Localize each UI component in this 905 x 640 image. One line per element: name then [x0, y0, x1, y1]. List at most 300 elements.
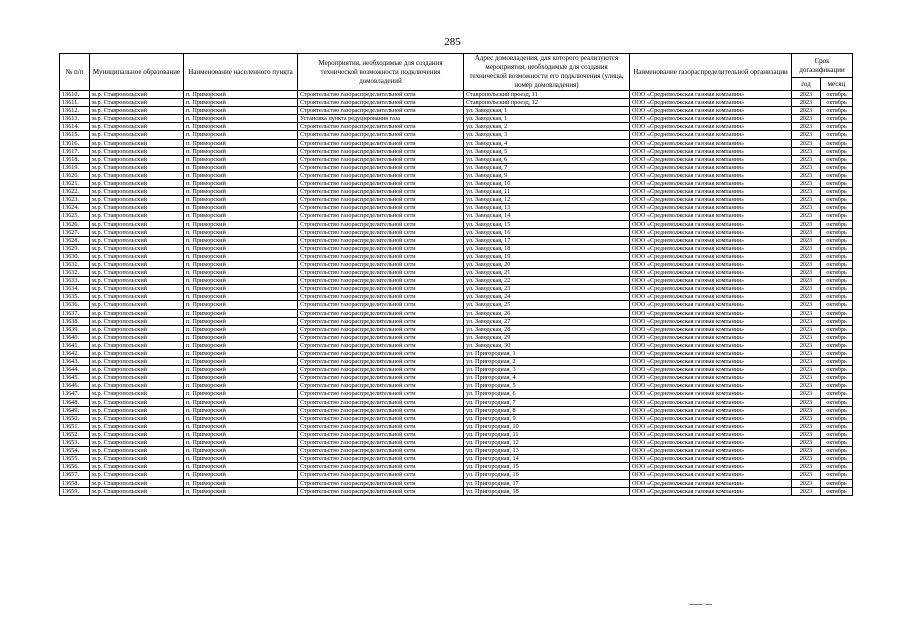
cell-settlement: п. Приморский — [184, 260, 298, 268]
cell-organization: ООО «Средневолжская газовая компания» — [630, 155, 792, 163]
cell-month: октябрь — [821, 107, 853, 115]
cell-year: 2023 — [792, 285, 821, 293]
cell-measure: Строительство газораспределительной сети — [298, 487, 464, 495]
cell-month: октябрь — [821, 487, 853, 495]
cell-settlement: п. Приморский — [184, 398, 298, 406]
cell-settlement: п. Приморский — [184, 269, 298, 277]
cell-organization: ООО «Средневолжская газовая компания» — [630, 333, 792, 341]
header-year: год — [792, 78, 821, 91]
cell-organization: ООО «Средневолжская газовая компания» — [630, 196, 792, 204]
cell-organization: ООО «Средневолжская газовая компания» — [630, 260, 792, 268]
cell-measure: Строительство газораспределительной сети — [298, 212, 464, 220]
cell-month: октябрь — [821, 123, 853, 131]
cell-measure: Установка пункта редуцирования газа — [298, 115, 464, 123]
cell-organization: ООО «Средневолжская газовая компания» — [630, 439, 792, 447]
cell-address: ул. Заводская, 10 — [464, 180, 630, 188]
table-row — [60, 293, 853, 301]
cell-municipality: м.р. Ставропольский — [90, 455, 184, 463]
cell-address: ул. Заводская, 29 — [464, 333, 630, 341]
cell-month: октябрь — [821, 325, 853, 333]
cell-address: ул. Заводская, 5 — [464, 147, 630, 155]
cell-settlement: п. Приморский — [184, 439, 298, 447]
cell-address: ул. Заводская, 16 — [464, 228, 630, 236]
cell-municipality: м.р. Ставропольский — [90, 463, 184, 471]
cell-month: октябрь — [821, 398, 853, 406]
table-row — [60, 180, 853, 188]
cell-year: 2023 — [792, 244, 821, 252]
cell-year: 2023 — [792, 430, 821, 438]
cell-municipality: м.р. Ставропольский — [90, 236, 184, 244]
cell-month: октябрь — [821, 422, 853, 430]
header-num: № п/п — [60, 54, 90, 91]
cell-month: октябрь — [821, 463, 853, 471]
cell-number: 13652. — [60, 430, 90, 438]
cell-address: ул. Пригородная, 17 — [464, 479, 630, 487]
cell-organization: ООО «Средневолжская газовая компания» — [630, 341, 792, 349]
cell-measure: Строительство газораспределительной сети — [298, 382, 464, 390]
cell-measure: Строительство газораспределительной сети — [298, 107, 464, 115]
cell-year: 2023 — [792, 366, 821, 374]
cell-year: 2023 — [792, 99, 821, 107]
cell-municipality: м.р. Ставропольский — [90, 115, 184, 123]
cell-number: 13646. — [60, 382, 90, 390]
header-municipality: Муниципальное образование — [90, 54, 184, 91]
cell-address: ул. Заводская, 28 — [464, 325, 630, 333]
gasification-table — [59, 53, 853, 496]
cell-number: 13619. — [60, 163, 90, 171]
table-row — [60, 204, 853, 212]
cell-organization: ООО «Средневолжская газовая компания» — [630, 228, 792, 236]
scan-mark — [690, 604, 702, 605]
cell-settlement: п. Приморский — [184, 228, 298, 236]
cell-month: октябрь — [821, 447, 853, 455]
table-row — [60, 220, 853, 228]
cell-address: ул. Заводская, 1 — [464, 107, 630, 115]
cell-year: 2023 — [792, 309, 821, 317]
cell-municipality: м.р. Ставропольский — [90, 390, 184, 398]
cell-year: 2023 — [792, 382, 821, 390]
cell-municipality: м.р. Ставропольский — [90, 131, 184, 139]
cell-measure: Строительство газораспределительной сети — [298, 277, 464, 285]
cell-address: ул. Заводская, 12 — [464, 196, 630, 204]
cell-organization: ООО «Средневолжская газовая компания» — [630, 180, 792, 188]
cell-month: октябрь — [821, 439, 853, 447]
cell-year: 2023 — [792, 131, 821, 139]
cell-settlement: п. Приморский — [184, 123, 298, 131]
cell-year: 2023 — [792, 139, 821, 147]
cell-number: 13649. — [60, 406, 90, 414]
cell-month: октябрь — [821, 471, 853, 479]
cell-month: октябрь — [821, 244, 853, 252]
cell-organization: ООО «Средневолжская газовая компания» — [630, 212, 792, 220]
cell-number: 13641. — [60, 341, 90, 349]
cell-municipality: м.р. Ставропольский — [90, 358, 184, 366]
table-row — [60, 277, 853, 285]
table-row — [60, 479, 853, 487]
cell-municipality: м.р. Ставропольский — [90, 228, 184, 236]
cell-number: 13637. — [60, 309, 90, 317]
table-row — [60, 463, 853, 471]
cell-municipality: м.р. Ставропольский — [90, 147, 184, 155]
cell-measure: Строительство газораспределительной сети — [298, 244, 464, 252]
cell-organization: ООО «Средневолжская газовая компания» — [630, 204, 792, 212]
cell-month: октябрь — [821, 341, 853, 349]
cell-measure: Строительство газораспределительной сети — [298, 350, 464, 358]
cell-year: 2023 — [792, 439, 821, 447]
table-row — [60, 99, 853, 107]
cell-organization: ООО «Средневолжская газовая компания» — [630, 422, 792, 430]
cell-number: 13621. — [60, 180, 90, 188]
cell-settlement: п. Приморский — [184, 188, 298, 196]
cell-settlement: п. Приморский — [184, 155, 298, 163]
cell-month: октябрь — [821, 155, 853, 163]
cell-municipality: м.р. Ставропольский — [90, 374, 184, 382]
header-address: Адрес домовладения, для которого реализуются мероприятия, необходимые для создания технической возможности его подключения (улица, номер домовладения) — [464, 54, 630, 91]
table-row — [60, 301, 853, 309]
cell-number: 13648. — [60, 398, 90, 406]
cell-year: 2023 — [792, 163, 821, 171]
cell-settlement: п. Приморский — [184, 430, 298, 438]
cell-municipality: м.р. Ставропольский — [90, 252, 184, 260]
cell-year: 2023 — [792, 350, 821, 358]
cell-measure: Строительство газораспределительной сети — [298, 341, 464, 349]
cell-measure: Строительство газораспределительной сети — [298, 333, 464, 341]
cell-year: 2023 — [792, 107, 821, 115]
cell-year: 2023 — [792, 115, 821, 123]
cell-month: октябрь — [821, 163, 853, 171]
cell-municipality: м.р. Ставропольский — [90, 350, 184, 358]
cell-organization: ООО «Средневолжская газовая компания» — [630, 269, 792, 277]
table-row — [60, 188, 853, 196]
cell-month: октябрь — [821, 115, 853, 123]
cell-settlement: п. Приморский — [184, 244, 298, 252]
cell-year: 2023 — [792, 196, 821, 204]
table-row — [60, 115, 853, 123]
table-row — [60, 333, 853, 341]
cell-year: 2023 — [792, 325, 821, 333]
cell-year: 2023 — [792, 236, 821, 244]
cell-municipality: м.р. Ставропольский — [90, 447, 184, 455]
cell-month: октябрь — [821, 374, 853, 382]
cell-municipality: м.р. Ставропольский — [90, 212, 184, 220]
cell-address: ул. Заводская, 22 — [464, 277, 630, 285]
cell-settlement: п. Приморский — [184, 341, 298, 349]
table-row — [60, 163, 853, 171]
cell-number: 13643. — [60, 358, 90, 366]
cell-measure: Строительство газораспределительной сети — [298, 188, 464, 196]
cell-municipality: м.р. Ставропольский — [90, 487, 184, 495]
cell-measure: Строительство газораспределительной сети — [298, 317, 464, 325]
cell-municipality: м.р. Ставропольский — [90, 163, 184, 171]
cell-year: 2023 — [792, 212, 821, 220]
cell-organization: ООО «Средневолжская газовая компания» — [630, 107, 792, 115]
cell-address: ул. Заводская, 21 — [464, 269, 630, 277]
cell-settlement: п. Приморский — [184, 293, 298, 301]
cell-year: 2023 — [792, 374, 821, 382]
cell-organization: ООО «Средневолжская газовая компания» — [630, 99, 792, 107]
cell-organization: ООО «Средневолжская газовая компания» — [630, 131, 792, 139]
cell-settlement: п. Приморский — [184, 285, 298, 293]
table-row — [60, 91, 853, 99]
cell-month: октябрь — [821, 366, 853, 374]
cell-address: ул. Заводская, 19 — [464, 252, 630, 260]
cell-year: 2023 — [792, 147, 821, 155]
cell-address: ул. Заводская, 26 — [464, 309, 630, 317]
cell-municipality: м.р. Ставропольский — [90, 277, 184, 285]
cell-settlement: п. Приморский — [184, 350, 298, 358]
cell-number: 13651. — [60, 422, 90, 430]
table-row — [60, 196, 853, 204]
cell-organization: ООО «Средневолжская газовая компания» — [630, 293, 792, 301]
cell-municipality: м.р. Ставропольский — [90, 301, 184, 309]
cell-settlement: п. Приморский — [184, 333, 298, 341]
cell-municipality: м.р. Ставропольский — [90, 204, 184, 212]
cell-number: 13623. — [60, 196, 90, 204]
table-row — [60, 455, 853, 463]
table-row — [60, 139, 853, 147]
cell-settlement: п. Приморский — [184, 277, 298, 285]
cell-settlement: п. Приморский — [184, 390, 298, 398]
cell-address: ул. Пригородная, 13 — [464, 447, 630, 455]
cell-settlement: п. Приморский — [184, 212, 298, 220]
cell-settlement: п. Приморский — [184, 317, 298, 325]
table-row — [60, 244, 853, 252]
table-row — [60, 439, 853, 447]
cell-settlement: п. Приморский — [184, 91, 298, 99]
cell-number: 13659. — [60, 487, 90, 495]
cell-organization: ООО «Средневолжская газовая компания» — [630, 479, 792, 487]
table-row — [60, 382, 853, 390]
header-month: месяц — [821, 78, 853, 91]
cell-month: октябрь — [821, 277, 853, 285]
cell-number: 13614. — [60, 123, 90, 131]
cell-year: 2023 — [792, 398, 821, 406]
cell-year: 2023 — [792, 277, 821, 285]
cell-number: 13629. — [60, 244, 90, 252]
cell-organization: ООО «Средневолжская газовая компания» — [630, 301, 792, 309]
cell-municipality: м.р. Ставропольский — [90, 414, 184, 422]
cell-organization: ООО «Средневолжская газовая компания» — [630, 455, 792, 463]
cell-municipality: м.р. Ставропольский — [90, 382, 184, 390]
cell-organization: ООО «Средневолжская газовая компания» — [630, 471, 792, 479]
cell-settlement: п. Приморский — [184, 325, 298, 333]
table-row — [60, 212, 853, 220]
cell-number: 13638. — [60, 317, 90, 325]
cell-organization: ООО «Средневолжская газовая компания» — [630, 325, 792, 333]
cell-organization: ООО «Средневолжская газовая компания» — [630, 115, 792, 123]
cell-measure: Строительство газораспределительной сети — [298, 471, 464, 479]
table-row — [60, 471, 853, 479]
cell-settlement: п. Приморский — [184, 236, 298, 244]
table-row — [60, 123, 853, 131]
cell-measure: Строительство газораспределительной сети — [298, 269, 464, 277]
cell-number: 13654. — [60, 447, 90, 455]
table-row — [60, 131, 853, 139]
cell-month: октябрь — [821, 91, 853, 99]
cell-address: ул. Заводская, 11 — [464, 188, 630, 196]
cell-organization: ООО «Средневолжская газовая компания» — [630, 430, 792, 438]
cell-municipality: м.р. Ставропольский — [90, 406, 184, 414]
cell-municipality: м.р. Ставропольский — [90, 422, 184, 430]
cell-year: 2023 — [792, 293, 821, 301]
cell-address: ул. Заводская, 6 — [464, 155, 630, 163]
cell-month: октябрь — [821, 236, 853, 244]
cell-organization: ООО «Средневолжская газовая компания» — [630, 252, 792, 260]
table-row — [60, 406, 853, 414]
table-row — [60, 147, 853, 155]
cell-settlement: п. Приморский — [184, 171, 298, 179]
cell-organization: ООО «Средневолжская газовая компания» — [630, 244, 792, 252]
table-row — [60, 398, 853, 406]
cell-address: ул. Пригородная, 1 — [464, 350, 630, 358]
cell-settlement: п. Приморский — [184, 163, 298, 171]
cell-organization: ООО «Средневолжская газовая компания» — [630, 147, 792, 155]
table-row — [60, 422, 853, 430]
cell-settlement: п. Приморский — [184, 196, 298, 204]
cell-month: октябрь — [821, 293, 853, 301]
cell-organization: ООО «Средневолжская газовая компания» — [630, 398, 792, 406]
page-number: 285 — [444, 36, 461, 48]
cell-municipality: м.р. Ставропольский — [90, 220, 184, 228]
table-row — [60, 350, 853, 358]
cell-month: октябрь — [821, 358, 853, 366]
cell-month: октябрь — [821, 171, 853, 179]
cell-number: 13634. — [60, 285, 90, 293]
cell-measure: Строительство газораспределительной сети — [298, 414, 464, 422]
cell-municipality: м.р. Ставропольский — [90, 285, 184, 293]
cell-month: октябрь — [821, 220, 853, 228]
cell-number: 13655. — [60, 455, 90, 463]
cell-year: 2023 — [792, 447, 821, 455]
cell-number: 13622. — [60, 188, 90, 196]
cell-settlement: п. Приморский — [184, 406, 298, 414]
cell-year: 2023 — [792, 422, 821, 430]
cell-month: октябрь — [821, 430, 853, 438]
cell-month: октябрь — [821, 333, 853, 341]
cell-measure: Строительство газораспределительной сети — [298, 455, 464, 463]
cell-municipality: м.р. Ставропольский — [90, 309, 184, 317]
cell-organization: ООО «Средневолжская газовая компания» — [630, 171, 792, 179]
cell-year: 2023 — [792, 252, 821, 260]
cell-organization: ООО «Средневолжская газовая компания» — [630, 188, 792, 196]
cell-year: 2023 — [792, 317, 821, 325]
cell-measure: Строительство газораспределительной сети — [298, 139, 464, 147]
cell-municipality: м.р. Ставропольский — [90, 479, 184, 487]
cell-year: 2023 — [792, 463, 821, 471]
cell-address: ул. Заводская, 20 — [464, 260, 630, 268]
cell-organization: ООО «Средневолжская газовая компания» — [630, 317, 792, 325]
cell-address: ул. Пригородная, 4 — [464, 374, 630, 382]
cell-year: 2023 — [792, 269, 821, 277]
cell-organization: ООО «Средневолжская газовая компания» — [630, 350, 792, 358]
cell-number: 13628. — [60, 236, 90, 244]
cell-address: ул. Пригородная, 11 — [464, 430, 630, 438]
cell-address: ул. Пригородная, 3 — [464, 366, 630, 374]
cell-address: ул. Заводская, 14 — [464, 212, 630, 220]
cell-month: октябрь — [821, 99, 853, 107]
cell-measure: Строительство газораспределительной сети — [298, 228, 464, 236]
cell-address: ул. Заводская, 15 — [464, 220, 630, 228]
cell-month: октябрь — [821, 455, 853, 463]
cell-organization: ООО «Средневолжская газовая компания» — [630, 277, 792, 285]
cell-organization: ООО «Средневолжская газовая компания» — [630, 91, 792, 99]
cell-settlement: п. Приморский — [184, 309, 298, 317]
cell-number: 13615. — [60, 131, 90, 139]
cell-municipality: м.р. Ставропольский — [90, 471, 184, 479]
cell-number: 13618. — [60, 155, 90, 163]
cell-month: октябрь — [821, 196, 853, 204]
table-row — [60, 252, 853, 260]
cell-address: ул. Заводская, 24 — [464, 293, 630, 301]
cell-municipality: м.р. Ставропольский — [90, 398, 184, 406]
cell-month: октябрь — [821, 414, 853, 422]
cell-number: 13635. — [60, 293, 90, 301]
table-row — [60, 447, 853, 455]
cell-measure: Строительство газораспределительной сети — [298, 285, 464, 293]
cell-year: 2023 — [792, 301, 821, 309]
cell-year: 2023 — [792, 479, 821, 487]
cell-settlement: п. Приморский — [184, 301, 298, 309]
cell-organization: ООО «Средневолжская газовая компания» — [630, 123, 792, 131]
cell-number: 13626. — [60, 220, 90, 228]
cell-settlement: п. Приморский — [184, 471, 298, 479]
cell-organization: ООО «Средневолжская газовая компания» — [630, 414, 792, 422]
table-row — [60, 171, 853, 179]
cell-municipality: м.р. Ставропольский — [90, 439, 184, 447]
cell-municipality: м.р. Ставропольский — [90, 333, 184, 341]
cell-municipality: м.р. Ставропольский — [90, 107, 184, 115]
cell-measure: Строительство газораспределительной сети — [298, 155, 464, 163]
cell-address: ул. Заводская, 4 — [464, 139, 630, 147]
cell-number: 13656. — [60, 463, 90, 471]
cell-month: октябрь — [821, 479, 853, 487]
cell-number: 13630. — [60, 252, 90, 260]
cell-address: ул. Пригородная, 8 — [464, 406, 630, 414]
cell-municipality: м.р. Ставропольский — [90, 139, 184, 147]
cell-month: октябрь — [821, 309, 853, 317]
cell-month: октябрь — [821, 260, 853, 268]
table-row — [60, 260, 853, 268]
cell-address: ул. Пригородная, 14 — [464, 455, 630, 463]
cell-measure: Строительство газораспределительной сети — [298, 374, 464, 382]
cell-address: ул. Заводская, 27 — [464, 317, 630, 325]
cell-number: 13657. — [60, 471, 90, 479]
cell-address: ул. Заводская, 25 — [464, 301, 630, 309]
cell-number: 13633. — [60, 277, 90, 285]
cell-address: ул. Заводская, 3 — [464, 131, 630, 139]
cell-address: ул. Пригородная, 7 — [464, 398, 630, 406]
cell-year: 2023 — [792, 180, 821, 188]
cell-month: октябрь — [821, 301, 853, 309]
cell-year: 2023 — [792, 155, 821, 163]
cell-measure: Строительство газораспределительной сети — [298, 430, 464, 438]
cell-municipality: м.р. Ставропольский — [90, 188, 184, 196]
cell-organization: ООО «Средневолжская газовая компания» — [630, 487, 792, 495]
cell-number: 13611. — [60, 99, 90, 107]
cell-settlement: п. Приморский — [184, 115, 298, 123]
cell-measure: Строительство газораспределительной сети — [298, 358, 464, 366]
cell-settlement: п. Приморский — [184, 463, 298, 471]
cell-address: ул. Заводская, 9 — [464, 171, 630, 179]
cell-measure: Строительство газораспределительной сети — [298, 366, 464, 374]
cell-measure: Строительство газораспределительной сети — [298, 325, 464, 333]
cell-municipality: м.р. Ставропольский — [90, 341, 184, 349]
cell-month: октябрь — [821, 139, 853, 147]
cell-month: октябрь — [821, 228, 853, 236]
cell-number: 13617. — [60, 147, 90, 155]
cell-number: 13613. — [60, 115, 90, 123]
cell-settlement: п. Приморский — [184, 455, 298, 463]
